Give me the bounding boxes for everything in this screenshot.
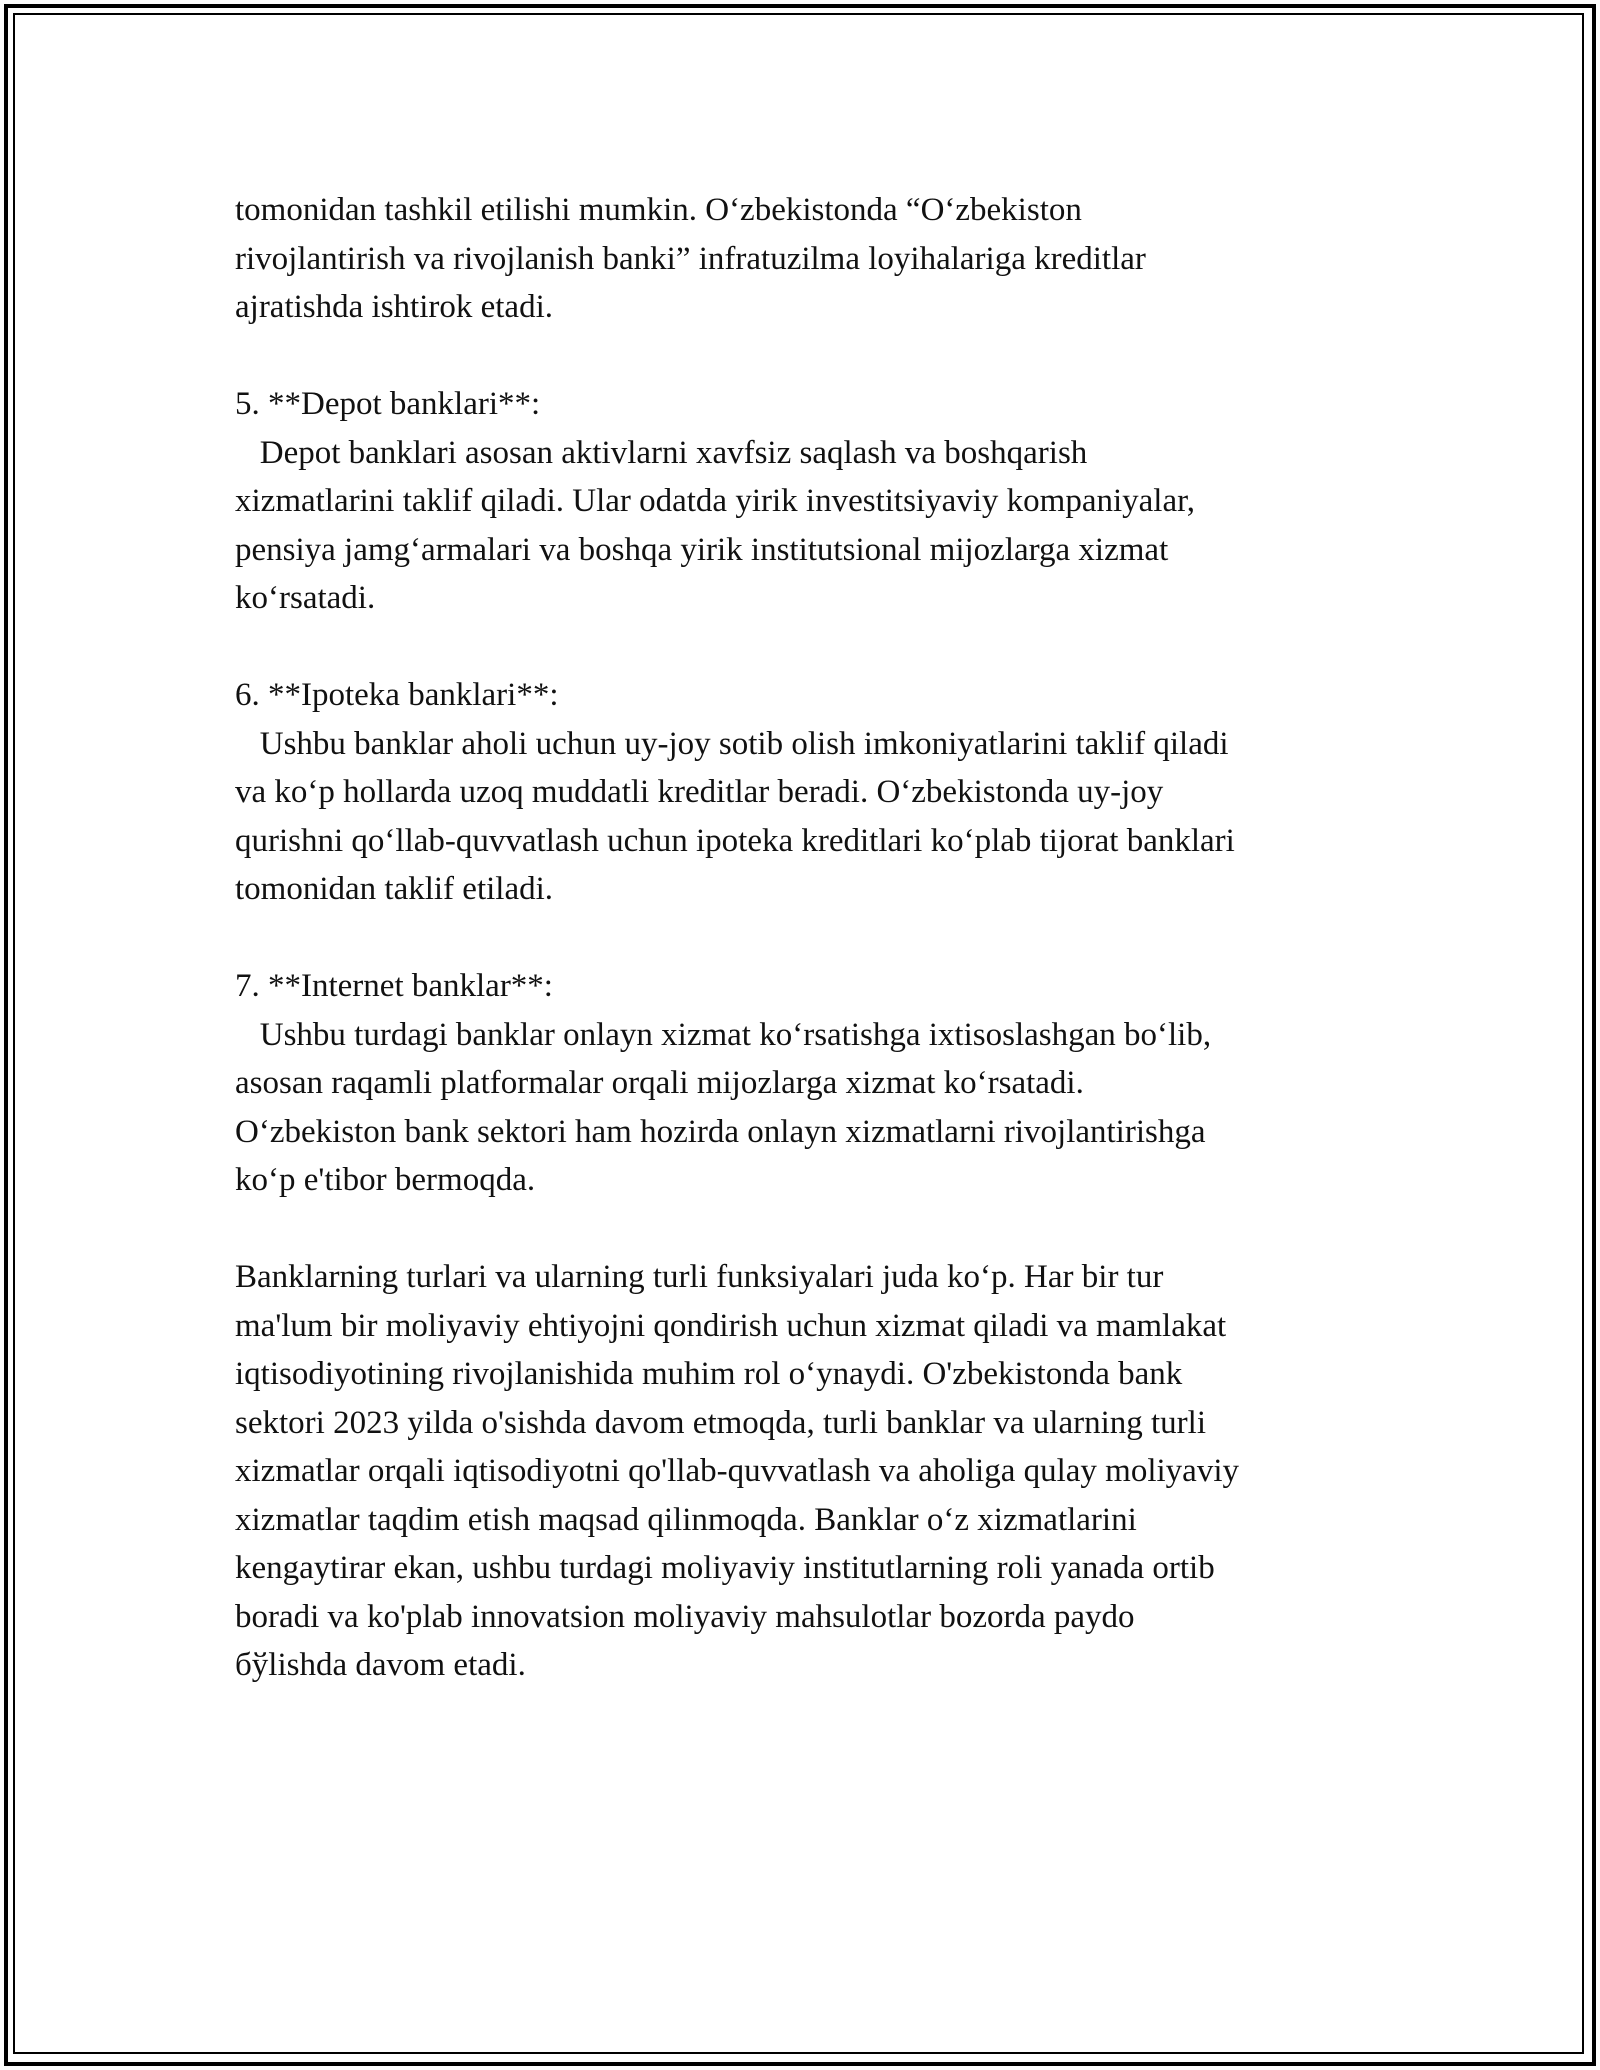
conclusion-line: boradi va ko'plab innovatsion moliyaviy mahsulotlar bozorda paydo — [235, 1598, 1135, 1635]
conclusion-line: xizmatlar taqdim etish maqsad qilinmoqda. Banklar o‘z xizmatlarini — [235, 1501, 1137, 1538]
section-heading: 7. **Internet banklar**: — [235, 968, 553, 1004]
conclusion-line: sektori 2023 yilda o'sishda davom etmoqda, turli banklar va ularning turli — [235, 1404, 1207, 1441]
conclusion-line: бўlishda davom etadi. — [235, 1647, 526, 1683]
intro-line: tomonidan tashkil etilishi mumkin. O‘zbekistonda “O‘zbekiston — [235, 192, 1082, 228]
section-mortgage-banks — [235, 671, 1365, 914]
conclusion-line: iqtisodiyotining rivojlanishida muhim rol o‘ynaydi. O'zbekistonda bank — [235, 1356, 1183, 1392]
section-line: qurishni qo‘llab-quvvatlash uchun ipoteka kreditlari ko‘plab tijorat banklari — [235, 822, 1235, 859]
section-line: va ko‘p hollarda uzoq muddatli kreditlar beradi. O‘zbekistonda uy-joy — [235, 774, 1164, 810]
section-line: asosan raqamli platformalar orqali mijozlarga xizmat ko‘rsatadi. — [235, 1065, 1084, 1101]
conclusion-line: kengaytirar ekan, ushbu turdagi moliyaviy institutlarning roli yanada ortib — [235, 1550, 1215, 1586]
section-line: Ushbu turdagi banklar onlayn xizmat ko‘rsatishga ixtisoslashgan bo‘lib, — [235, 1016, 1212, 1053]
conclusion-line: Banklarning turlari va ularning turli funksiyalari juda ko‘p. Har bir tur — [235, 1259, 1164, 1295]
section-line: ko‘p e'tibor bermoqda. — [235, 1162, 536, 1198]
section-line: pensiya jamg‘armalari va boshqa yirik institutsional mijozlarga xizmat — [235, 531, 1169, 568]
intro-paragraph — [235, 186, 1365, 332]
section-line: Depot banklari asosan aktivlarni xavfsiz saqlash va boshqarish — [235, 434, 1088, 471]
section-line: Ushbu banklar aholi uchun uy-joy sotib olish imkoniyatlarini taklif qiladi — [235, 725, 1229, 762]
section-depot-banks — [235, 380, 1365, 623]
intro-line: ajratishda ishtirok etadi. — [235, 289, 553, 325]
conclusion-line: ma'lum bir moliyaviy ehtiyojni qondirish uchun xizmat qiladi va mamlakat — [235, 1307, 1227, 1344]
section-heading: 6. **Ipoteka banklari**: — [235, 677, 559, 713]
intro-line: rivojlantirish va rivojlanish banki” infratuzilma loyihalariga kreditlar — [235, 240, 1146, 277]
conclusion-paragraph — [235, 1253, 1365, 1690]
section-internet-banks — [235, 962, 1365, 1205]
section-line: ko‘rsatadi. — [235, 580, 376, 616]
conclusion-line: xizmatlar orqali iqtisodiyotni qo'llab-quvvatlash va aholiga qulay moliyaviy — [235, 1453, 1239, 1489]
section-line: xizmatlarini taklif qiladi. Ular odatda yirik investitsiyaviy kompaniyalar, — [235, 483, 1196, 519]
section-line: tomonidan taklif etiladi. — [235, 871, 554, 907]
section-heading: 5. **Depot banklari**: — [235, 386, 541, 422]
document-body — [235, 186, 1365, 1690]
section-line: O‘zbekiston bank sektori ham hozirda onlayn xizmatlarni rivojlantirishga — [235, 1113, 1206, 1150]
